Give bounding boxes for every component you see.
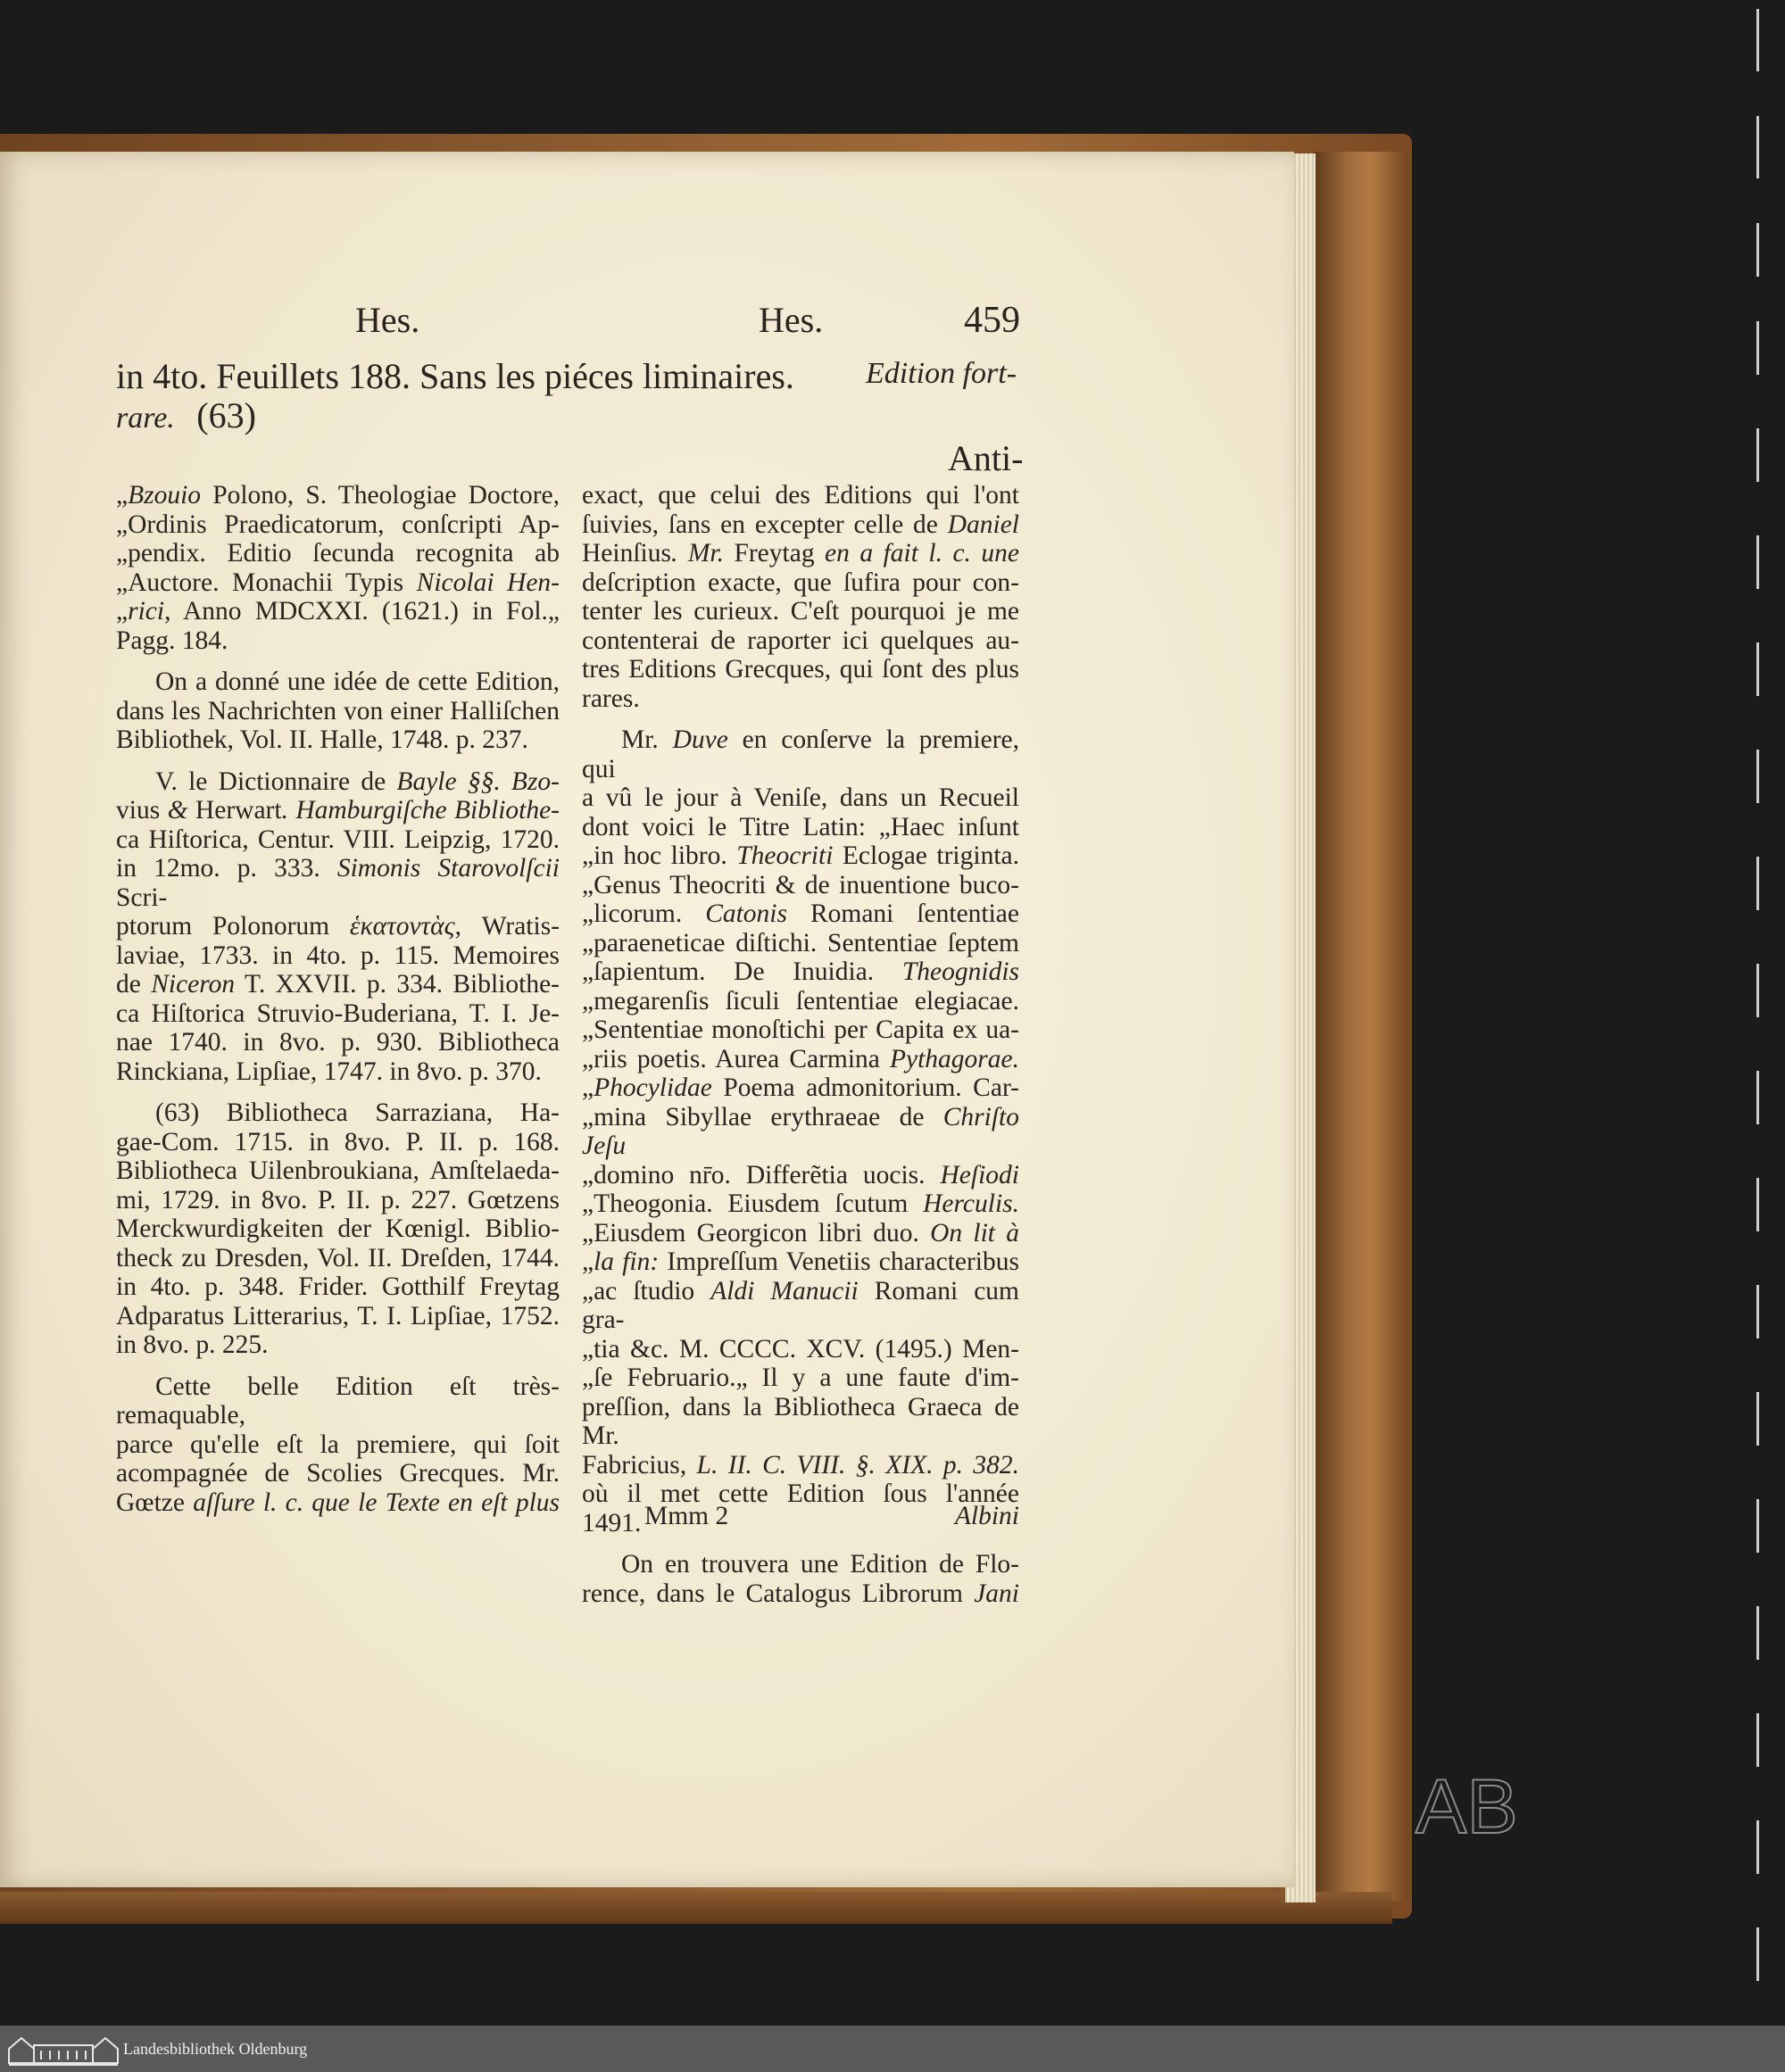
text-fragment: Impreſſum Venetiis characteribus xyxy=(659,1247,1019,1276)
text-fragment: Eclogae triginta. xyxy=(833,841,1019,870)
page-number: 459 xyxy=(964,300,1020,341)
text-fragment: Heinſius xyxy=(582,539,671,568)
text-fragment: T. XXVII. p. 334. Bibliothe- xyxy=(235,970,560,999)
text-line xyxy=(582,1015,1019,1045)
text-line xyxy=(116,1488,560,1518)
text-fragment: parce qu'elle eſt la premiere, qui ſoit xyxy=(116,1430,560,1459)
text-line xyxy=(116,481,560,510)
cover-bottom-edge xyxy=(0,1892,1392,1924)
text-fragment: „Ordinis Praedicatorum, conſcripti Ap- xyxy=(116,510,560,539)
text-fragment: , Wratis- xyxy=(454,912,560,941)
text-line xyxy=(116,1186,560,1215)
text-fragment: Gœtze xyxy=(116,1488,185,1517)
text-fragment: On en trouvera une Edition de Flo- xyxy=(621,1550,1019,1579)
text-line xyxy=(582,813,1019,842)
text-fragment: rence, dans le Catalogus Librorum xyxy=(582,1579,975,1608)
text-fragment: contenterai de raporter ici quelques au- xyxy=(582,626,1019,655)
text-line xyxy=(582,481,1019,510)
text-fragment: „ſe Februario.„ Il y a une faute d'im- xyxy=(582,1363,1019,1392)
text-fragment: Romani ſententiae xyxy=(787,899,1019,928)
italic-fragment: Bzouio xyxy=(128,481,202,510)
text-line xyxy=(116,597,560,626)
text-line xyxy=(116,1244,560,1273)
text-fragment: Merckwurdigkeiten der Kœnigl. Biblio- xyxy=(116,1214,560,1243)
running-head-center: Hes. xyxy=(759,300,824,340)
text-line xyxy=(116,1272,560,1302)
text-line xyxy=(582,510,1019,540)
text-line xyxy=(582,1451,1019,1480)
text-line xyxy=(116,667,560,697)
italic-fragment: Jani xyxy=(974,1579,1019,1608)
text-fragment: „Auctore. Monachii Typis xyxy=(116,568,417,597)
text-fragment: mi, 1729. in 8vo. P. II. p. 227. Gœtzens xyxy=(116,1185,560,1214)
text-fragment: Scri- xyxy=(116,883,168,912)
text-line xyxy=(116,912,560,941)
text-fragment: exact, que celui des Editions qui l'ont xyxy=(582,481,1019,510)
italic-fragment: ἑκατοντὰς xyxy=(349,912,455,941)
text-fragment: tenter les curieux. C'eſt pourquoi je me xyxy=(582,597,1019,626)
italic-fragment: Heſiodi xyxy=(940,1160,1019,1189)
scan-tick xyxy=(1756,750,1759,803)
text-fragment: deſcription exacte, que ſufira pour con- xyxy=(582,568,1019,597)
text-fragment: in 12mo. p. 333. xyxy=(116,854,337,883)
text-line xyxy=(582,568,1019,598)
text-line xyxy=(116,767,560,797)
italic-fragment: On lit à xyxy=(930,1218,1019,1247)
text-fragment: „Genus Theocriti & de inuentione buco- xyxy=(582,870,1019,899)
scan-tick xyxy=(1756,1392,1759,1446)
text-fragment: Bibliothek, Vol. II. Halle, 1748. p. 237. xyxy=(116,725,528,754)
continuation-line-2 xyxy=(116,394,256,436)
text-line xyxy=(582,1045,1019,1074)
text-fragment: en conſerve la premiere, qui xyxy=(582,725,1019,783)
text-fragment: Mr. xyxy=(621,725,673,754)
text-fragment: „ xyxy=(116,597,129,626)
text-fragment: V. le Dictionnaire de xyxy=(155,767,397,796)
text-line xyxy=(116,941,560,971)
text-fragment: (63) Bibliotheca Sarraziana, Ha- xyxy=(155,1098,560,1127)
text-line xyxy=(582,929,1019,958)
text-fragment: acompagnée de Scolies Grecques. Mr. xyxy=(116,1459,560,1488)
text-line xyxy=(582,899,1019,929)
scan-tick xyxy=(1756,1820,1759,1874)
scan-tick xyxy=(1756,321,1759,375)
page-footer xyxy=(609,1502,1019,1531)
italic-fragment: & xyxy=(160,796,195,825)
text-fragment: rares. xyxy=(582,684,640,713)
text-fragment: „megarenſis ſiculi ſententiae elegiacae. xyxy=(582,986,1019,1015)
edition-note: Edition fort- xyxy=(866,357,1017,390)
text-fragment: Rinckiana, Lipſiae, 1747. in 8vo. p. 370. xyxy=(116,1057,542,1086)
scan-tick xyxy=(1756,1927,1759,1981)
italic-fragment: rici xyxy=(128,597,165,626)
bottom-bar xyxy=(0,2026,1785,2072)
text-line xyxy=(116,1302,560,1331)
italic-fragment: Pythagorae. xyxy=(889,1044,1019,1073)
text-fragment: preſſion, dans la Bibliotheca Graeca de Mr. xyxy=(582,1392,1019,1450)
text-line xyxy=(582,1550,1019,1579)
text-line xyxy=(116,1372,560,1430)
scan-tick xyxy=(1756,1178,1759,1231)
text-line xyxy=(582,1103,1019,1161)
text-fragment: dont voici le Titre Latin: „Haec inſunt xyxy=(582,812,1019,841)
rare-word: rare. xyxy=(116,402,175,435)
text-fragment: Poema admonitorium. Car- xyxy=(711,1073,1019,1102)
scan-tick xyxy=(1756,9,1759,71)
signature-mark: Mmm 2 xyxy=(644,1502,729,1530)
running-head-left: Hes. xyxy=(355,300,420,340)
text-line xyxy=(582,1161,1019,1190)
italic-fragment: aſſure l. c. que le Texte en eſt plus xyxy=(185,1488,560,1517)
text-line xyxy=(116,1028,560,1057)
scan-tick xyxy=(1756,1713,1759,1767)
text-line xyxy=(582,597,1019,626)
text-line xyxy=(116,539,560,568)
side-mark-outline xyxy=(1414,1770,1521,1842)
italic-fragment: Theognidis xyxy=(901,957,1019,986)
text-fragment: On a donné une idée de cette Edition, xyxy=(155,667,560,696)
text-line xyxy=(116,1330,560,1360)
scan-tick xyxy=(1756,116,1759,178)
italic-fragment: Bayle §§. Bzo- xyxy=(396,767,560,796)
text-fragment: a vû le jour à Veniſe, dans un Recueil xyxy=(582,783,1019,812)
left-column xyxy=(116,481,560,1517)
text-line xyxy=(582,987,1019,1016)
text-fragment: Fabricius xyxy=(582,1450,680,1479)
scan-tick xyxy=(1756,964,1759,1017)
text-fragment: où il met cette Edition ſous l'année xyxy=(582,1479,1019,1508)
text-fragment: Polono, S. Theologiae Doctore, xyxy=(201,481,560,510)
cover-spine-edge xyxy=(1314,152,1408,1901)
text-fragment: ſuivies, ſans en excepter celle de xyxy=(582,510,948,539)
text-fragment: , Anno MDCXXI. (1621.) in Fol.„ xyxy=(164,597,560,626)
text-line xyxy=(116,796,560,825)
scan-tick xyxy=(1756,428,1759,482)
text-fragment: „ xyxy=(582,1247,594,1276)
text-fragment: in 4to. p. 348. Frider. Gotthilf Freytag xyxy=(116,1272,560,1301)
scan-tick xyxy=(1756,857,1759,910)
text-line xyxy=(582,871,1019,900)
text-fragment: ca Hiſtorica, Centur. VIII. Leipzig, 1720. xyxy=(116,825,560,854)
text-fragment: „ xyxy=(582,1073,594,1102)
scan-tick xyxy=(1756,1499,1759,1553)
text-line xyxy=(582,1579,1019,1609)
text-line xyxy=(582,626,1019,656)
italic-fragment: Niceron xyxy=(151,970,236,999)
text-line xyxy=(116,626,560,656)
text-line xyxy=(116,1128,560,1157)
text-line xyxy=(116,854,560,912)
text-fragment: „Sententiae monoſtichi per Capita ex ua- xyxy=(582,1015,1019,1044)
text-fragment: „licorum. xyxy=(582,899,706,928)
text-fragment: „ſapientum. De Inuidia. xyxy=(582,957,902,986)
continuation-line-1 xyxy=(116,355,794,397)
text-line xyxy=(116,725,560,755)
scan-tick xyxy=(1756,535,1759,589)
italic-fragment: en a fait l. c. une xyxy=(814,539,1019,568)
text-line xyxy=(116,999,560,1029)
catchword-top: Anti- xyxy=(948,438,1024,478)
italic-fragment: Phocylidae xyxy=(594,1073,712,1102)
text-line xyxy=(582,1073,1019,1103)
text-line xyxy=(116,1057,560,1087)
italic-fragment: . Hamburgiſche Bibliothe- xyxy=(281,796,560,825)
text-line xyxy=(116,1214,560,1244)
scan-tick xyxy=(1756,1606,1759,1660)
text-fragment: „in hoc libro. xyxy=(582,841,737,870)
text-line xyxy=(116,825,560,855)
italic-fragment: Catonis xyxy=(705,899,787,928)
text-line xyxy=(582,1219,1019,1248)
text-line xyxy=(582,1363,1019,1393)
scan-tick xyxy=(1756,642,1759,696)
text-fragment: „paraeneticae diſtichi. Sententiae ſeptem xyxy=(582,928,1019,957)
text-line xyxy=(582,725,1019,783)
text-fragment: „mina Sibyllae erythraeae de xyxy=(582,1102,943,1131)
text-line xyxy=(582,841,1019,871)
text-line xyxy=(116,697,560,726)
text-fragment: tres Editions Grecques, qui ſont des plus xyxy=(582,655,1019,684)
text-fragment: „ac ſtudio xyxy=(582,1276,711,1305)
text-line xyxy=(582,1277,1019,1335)
text-line xyxy=(582,1335,1019,1364)
text-fragment: Bibliotheca Uilenbroukiana, Amſtelaeda- xyxy=(116,1156,560,1185)
text-fragment: „tia &c. M. CCCC. XCV. (1495.) Men- xyxy=(582,1334,1019,1363)
text-line xyxy=(582,539,1019,568)
text-line xyxy=(116,568,560,598)
text-fragment: in 8vo. p. 225. xyxy=(116,1330,269,1359)
text-line xyxy=(582,655,1019,684)
text-line xyxy=(582,1189,1019,1219)
text-fragment: laviae, 1733. in 4to. p. 115. Memoires xyxy=(116,941,560,970)
text-line xyxy=(582,1247,1019,1277)
text-line xyxy=(582,783,1019,813)
text-fragment: nae 1740. in 8vo. p. 930. Bibliotheca xyxy=(116,1028,560,1057)
library-name: Landesbibliothek Oldenburg xyxy=(123,2039,308,2058)
text-fragment: gae-Com. 1715. in 8vo. P. II. p. 168. xyxy=(116,1127,560,1156)
text-fragment: ptorum Polonorum xyxy=(116,912,350,941)
italic-fragment: Simonis Starovolſcii xyxy=(336,854,560,883)
italic-fragment: , L. II. C. VIII. §. XIX. p. 382. xyxy=(679,1450,1019,1479)
text-fragment: Freytag xyxy=(734,539,815,568)
text-line xyxy=(116,1459,560,1488)
text-fragment: vius xyxy=(116,796,161,825)
text-line xyxy=(116,1430,560,1460)
text-line xyxy=(582,1393,1019,1451)
scan-tick xyxy=(1756,1285,1759,1339)
scan-tick xyxy=(1756,223,1759,277)
text-line xyxy=(116,1098,560,1128)
text-fragment: de xyxy=(116,970,152,999)
italic-fragment: Duve xyxy=(672,725,728,754)
text-fragment: Romani cum gra- xyxy=(582,1276,1019,1334)
text-fragment: Pagg. 184. xyxy=(116,626,228,655)
italic-fragment: la fin: xyxy=(594,1247,660,1276)
italic-fragment: . Mr. xyxy=(670,539,735,568)
text-fragment: „domino nr̄o. Differẽtia uocis. xyxy=(582,1160,941,1189)
continuation-text: in 4to. Feuillets 188. Sans les piéces liminaires. xyxy=(116,356,794,396)
text-fragment: „Theogonia. Eiusdem ſcutum xyxy=(582,1189,924,1218)
italic-fragment: Nicolai Hen- xyxy=(416,568,560,597)
text-line xyxy=(582,684,1019,714)
text-fragment: „pendix. Editio ſecunda recognita ab xyxy=(116,539,560,568)
italic-fragment: Daniel xyxy=(947,510,1019,539)
text-fragment: Herwart xyxy=(195,796,282,825)
text-fragment: „ xyxy=(116,481,129,510)
text-line xyxy=(116,1156,560,1186)
text-fragment: Adparatus Litterarius, T. I. Lipſiae, 1752. xyxy=(116,1301,560,1330)
scan-tick xyxy=(1756,1071,1759,1124)
text-line xyxy=(116,510,560,540)
text-fragment: ca Hiſtorica Struvio-Buderiana, T. I. Je- xyxy=(116,999,560,1028)
text-line xyxy=(116,970,560,999)
text-line xyxy=(582,957,1019,987)
text-fragment: „riis poetis. Aurea Carmina xyxy=(582,1044,890,1073)
italic-fragment: Aldi Manucii xyxy=(710,1276,859,1305)
right-column xyxy=(582,481,1019,1608)
italic-fragment: Theocriti xyxy=(736,841,834,870)
text-fragment: Cette belle Edition eſt très-remaquable, xyxy=(116,1372,560,1430)
footer-catchword: Albini xyxy=(954,1502,1019,1530)
text-fragment: 1491. xyxy=(582,1508,642,1537)
italic-fragment: Herculis. xyxy=(923,1189,1019,1218)
text-fragment: theck zu Dresden, Vol. II. Dreſden, 1744. xyxy=(116,1243,560,1272)
text-fragment: dans les Nachrichten von einer Halliſchen xyxy=(116,696,560,725)
library-building-icon xyxy=(5,2031,121,2067)
text-fragment: „Eiusdem Georgicon libri duo. xyxy=(582,1218,931,1247)
italic-fragment: Chriſto Jeſu xyxy=(582,1102,1019,1160)
side-mark-text: AB xyxy=(1416,1770,1518,1842)
note-ref: (63) xyxy=(196,395,256,435)
